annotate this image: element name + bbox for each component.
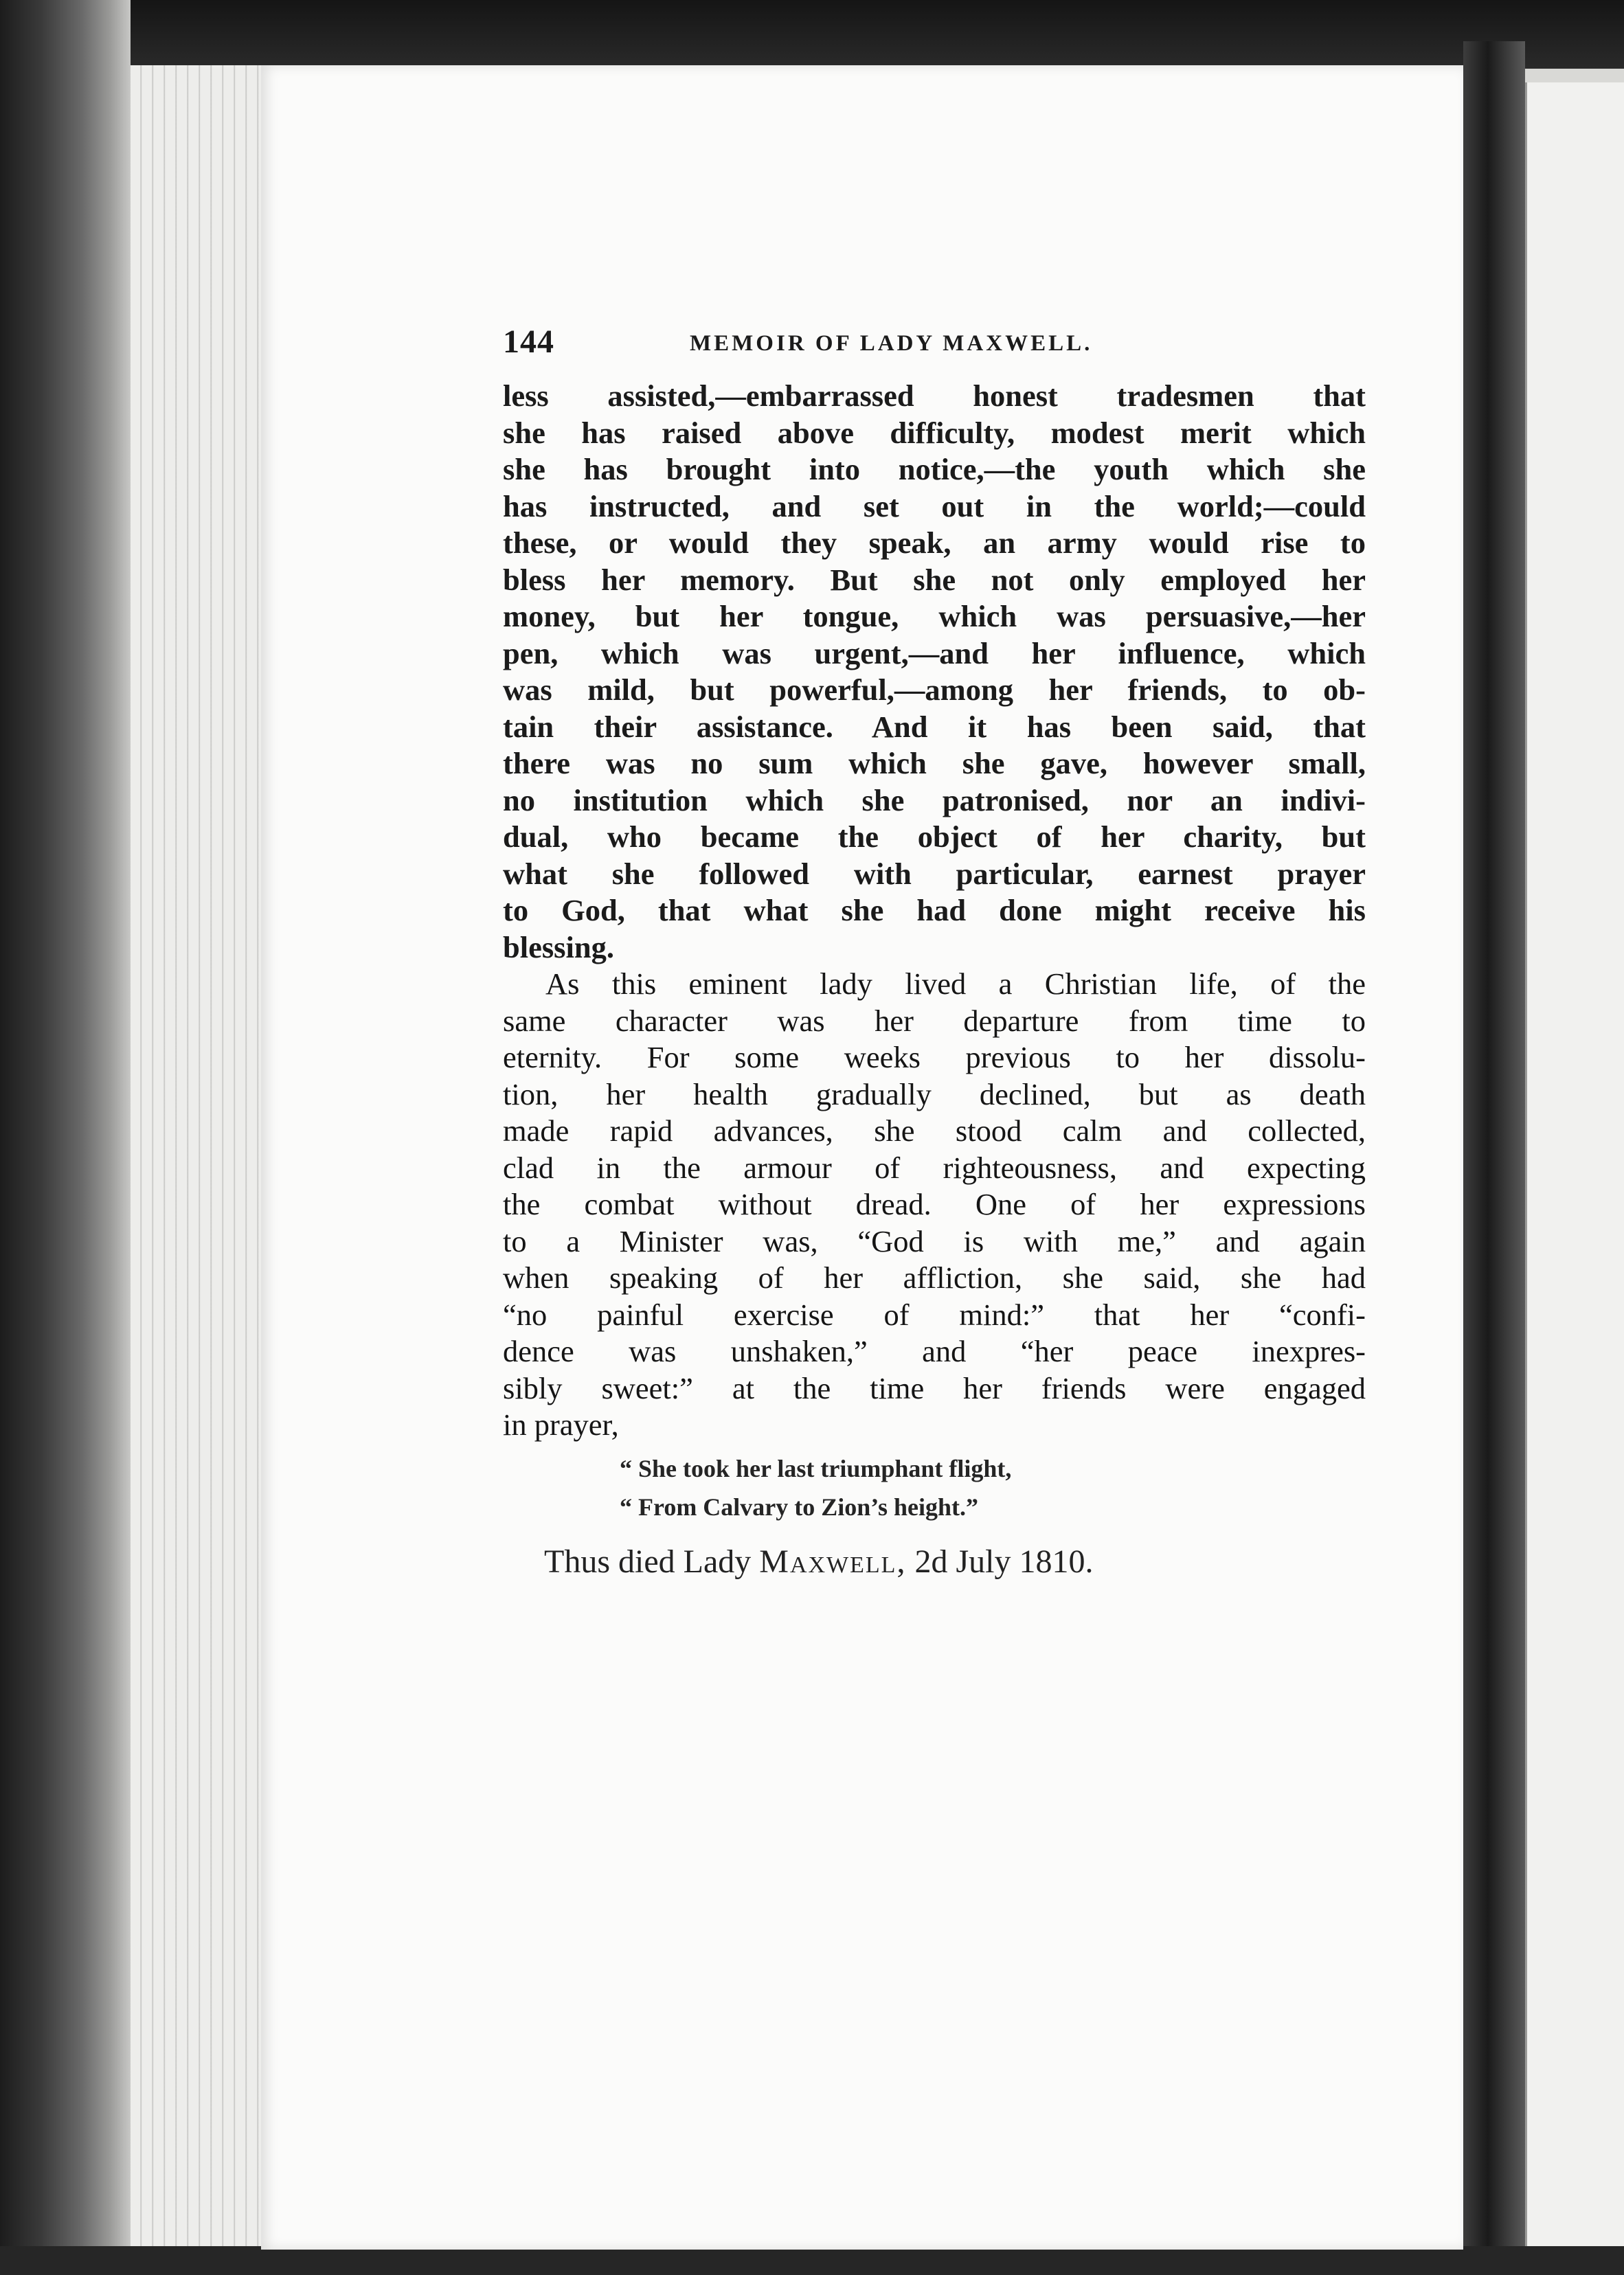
- facing-page-edge: [1525, 82, 1624, 2246]
- verse-line: “ She took her last triumphant flight,: [620, 1454, 1012, 1482]
- text-line: blessing.: [503, 929, 614, 964]
- text-line: clad in the armour of righteousness, and expecting: [503, 1150, 1366, 1185]
- text-line: tain their assistance. And it has been said, that: [503, 709, 1366, 744]
- text-line: these, or would they speak, an army would rise to: [503, 525, 1366, 560]
- text-line: tion, her health gradually declined, but as death: [503, 1076, 1366, 1111]
- text-line: when speaking of her affliction, she said, she had: [503, 1260, 1366, 1295]
- text-line: was mild, but powerful,—among her friends, to ob-: [503, 672, 1366, 707]
- text-line: has instructed, and set out in the world;—could: [503, 488, 1366, 523]
- text-line: “no painful exercise of mind:” that her “confi-: [503, 1297, 1366, 1332]
- text-line: she has brought into notice,—the youth which she: [503, 452, 1366, 486]
- text-line: in prayer,: [503, 1407, 619, 1442]
- scan-border-bottom: [0, 2246, 1624, 2275]
- text-line: eternity. For some weeks previous to her dissolu-: [503, 1040, 1366, 1074]
- paragraph-2: [503, 966, 1366, 1444]
- running-head-title: MEMOIR OF LADY MAXWELL.: [690, 331, 1093, 356]
- text-line: to a Minister was, “God is with me,” and again: [503, 1223, 1366, 1258]
- scan-border-top: [0, 0, 1624, 69]
- text-line: money, but her tongue, which was persuasive,—her: [503, 599, 1366, 633]
- text-line: to God, that what she had done might receive his: [503, 893, 1366, 927]
- text-line: dual, who became the object of her charity, but: [503, 819, 1366, 854]
- book-spine-edge: [1463, 41, 1525, 2260]
- paragraph-1: [503, 378, 1366, 966]
- verse-line: “ From Calvary to Zion’s height.”: [620, 1493, 978, 1521]
- text-line: she has raised above difficulty, modest merit which: [503, 415, 1366, 450]
- text-line: bless her memory. But she not only employed her: [503, 562, 1366, 597]
- verse-quotation: [503, 1449, 1366, 1526]
- text-line: pen, which was urgent,—and her influence, which: [503, 635, 1366, 670]
- text-line: the combat without dread. One of her expressions: [503, 1187, 1366, 1221]
- page-edges-stack: [131, 65, 261, 2250]
- text-line: what she followed with particular, earnest prayer: [503, 856, 1366, 891]
- text-line: As this eminent lady lived a Christian life, of the: [545, 966, 1366, 1001]
- text-line: made rapid advances, she stood calm and collected,: [503, 1113, 1366, 1148]
- page-number: 144: [503, 324, 554, 360]
- text-line: there was no sum which she gave, however small,: [503, 746, 1366, 780]
- text-line: same character was her departure from time to: [503, 1003, 1366, 1038]
- closing-date: 2d July 1810.: [914, 1543, 1094, 1580]
- closing-name: Maxwell,: [759, 1543, 907, 1580]
- page-text-block: [503, 323, 1366, 1583]
- text-line: less assisted,—embarrassed honest tradesmen that: [503, 378, 1366, 413]
- closing-prefix: Thus died Lady: [544, 1543, 752, 1580]
- running-head: [503, 323, 1366, 378]
- closing-line: [503, 1541, 1366, 1583]
- text-line: sibly sweet:” at the time her friends were engaged: [503, 1370, 1366, 1405]
- text-line: dence was unshaken,” and “her peace inexpres-: [503, 1334, 1366, 1368]
- scan-border-left: [0, 0, 131, 2275]
- text-line: no institution which she patronised, nor an indivi-: [503, 782, 1366, 817]
